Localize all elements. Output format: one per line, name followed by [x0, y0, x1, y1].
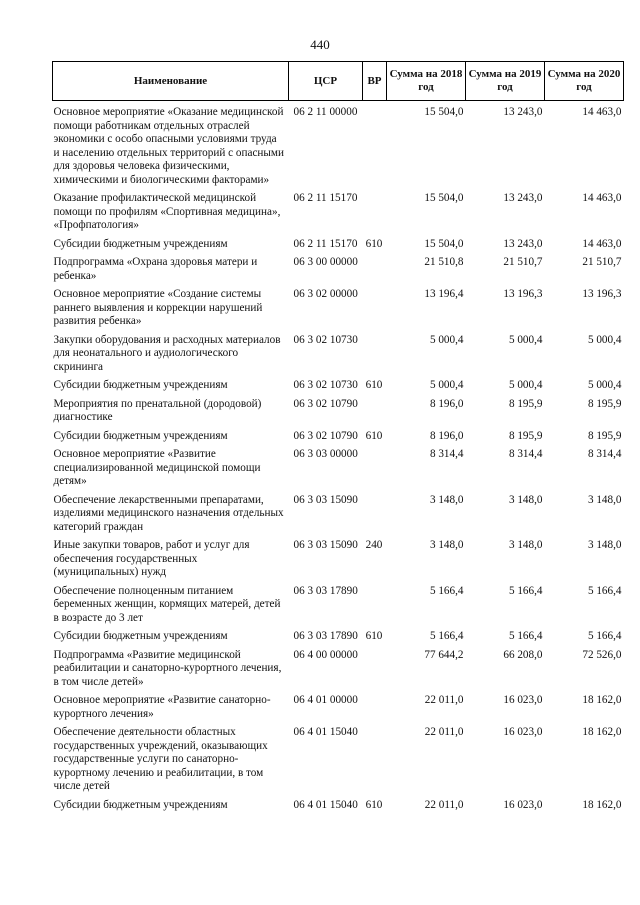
cell-sum-2019: 8 195,9 [508, 429, 543, 442]
cell-name: Обеспечение лекарственными препаратами, изделиями медицинского назначения отдельных категорий граждан [53, 493, 284, 533]
table-row [53, 644, 624, 690]
header-csr: ЦСР [289, 62, 363, 101]
cell-vr [363, 644, 387, 690]
cell-sum-2020: 14 463,0 [582, 106, 622, 118]
cell-sum-2020: 13 196,3 [582, 288, 622, 300]
cell-csr: 06 3 03 15090 [293, 493, 358, 506]
cell-name: Субсидии бюджетным учреждениям [53, 429, 228, 442]
cell-sum-2019: 13 196,3 [503, 288, 543, 300]
cell-sum-2019: 3 148,0 [508, 493, 543, 506]
table-row [53, 721, 624, 794]
cell-sum-2020: 21 510,7 [582, 256, 622, 268]
cell-sum-2020: 5 000,4 [587, 379, 622, 391]
cell-csr: 06 3 02 10790 [293, 397, 358, 410]
cell-csr: 06 3 03 15090 [293, 539, 358, 551]
cell-name: Иные закупки товаров, работ и услуг для обеспечения государственных (муниципальных) нужд [53, 539, 250, 578]
table-row [53, 187, 624, 233]
cell-name: Субсидии бюджетным учреждениям [53, 237, 228, 250]
cell-csr: 06 3 02 10790 [293, 429, 358, 442]
cell-sum-2018: 5 166,4 [429, 584, 464, 597]
cell-sum-2020: 14 463,0 [582, 192, 622, 204]
cell-name: Мероприятия по пренатальной (дородовой) диагностике [53, 397, 262, 423]
cell-vr [363, 393, 387, 425]
table-row [53, 283, 624, 329]
cell-sum-2019: 8 314,4 [508, 448, 543, 460]
cell-vr [363, 251, 387, 283]
cell-sum-2020: 8 195,9 [587, 429, 622, 442]
table-row [53, 443, 624, 489]
cell-sum-2018: 21 510,8 [424, 256, 464, 268]
budget-table [52, 61, 624, 812]
cell-vr: 610 [365, 630, 383, 642]
cell-sum-2018: 5 000,4 [429, 379, 464, 391]
cell-sum-2019: 13 243,0 [503, 192, 543, 204]
cell-sum-2018: 8 314,4 [429, 448, 464, 460]
cell-sum-2020: 18 162,0 [582, 798, 622, 811]
page-number: 440 [310, 37, 330, 52]
table-row [53, 374, 624, 393]
cell-sum-2019: 13 243,0 [503, 237, 543, 250]
cell-vr: 610 [365, 429, 383, 442]
cell-name: Обеспечение полноценным питанием беременных женщин, кормящих матерей, детей в возрасте до 3 лет [53, 584, 281, 624]
cell-sum-2019: 66 208,0 [503, 648, 543, 661]
cell-csr: 06 3 03 17890 [293, 584, 358, 597]
cell-sum-2018: 8 196,0 [429, 397, 464, 410]
table-row [53, 534, 624, 580]
cell-sum-2020: 72 526,0 [582, 648, 622, 661]
cell-csr: 06 3 03 00000 [293, 448, 358, 460]
table-row [53, 101, 624, 188]
cell-sum-2018: 15 504,0 [424, 192, 464, 204]
cell-csr: 06 4 01 15040 [293, 798, 358, 811]
cell-sum-2019: 21 510,7 [503, 256, 543, 268]
cell-sum-2018: 13 196,4 [424, 288, 464, 300]
cell-vr [363, 329, 387, 375]
cell-sum-2018: 5 000,4 [429, 333, 464, 346]
cell-sum-2018: 8 196,0 [429, 429, 464, 442]
cell-vr [363, 101, 387, 188]
cell-sum-2018: 3 148,0 [429, 539, 464, 551]
cell-sum-2019: 5 000,4 [508, 333, 543, 346]
cell-sum-2018: 22 011,0 [424, 726, 464, 738]
cell-sum-2019: 3 148,0 [508, 539, 543, 551]
cell-sum-2020: 5 166,4 [587, 630, 622, 642]
table-header [53, 62, 624, 101]
cell-csr: 06 4 01 15040 [293, 726, 358, 738]
cell-name: Подпрограмма «Охрана здоровья матери и ребенка» [53, 256, 258, 282]
cell-csr: 06 2 11 00000 [293, 106, 358, 118]
table-row [53, 794, 624, 813]
cell-sum-2018: 15 504,0 [424, 106, 464, 118]
cell-csr: 06 3 02 10730 [293, 379, 358, 391]
cell-name: Субсидии бюджетным учреждениям [53, 630, 228, 642]
cell-sum-2019: 16 023,0 [503, 726, 543, 738]
cell-sum-2020: 8 314,4 [587, 448, 622, 460]
cell-sum-2019: 8 195,9 [508, 397, 543, 410]
cell-name: Субсидии бюджетным учреждениям [53, 798, 228, 811]
table-row [53, 233, 624, 252]
cell-sum-2020: 5 000,4 [587, 333, 622, 346]
cell-vr: 240 [365, 539, 383, 551]
table-row [53, 425, 624, 444]
cell-name: Подпрограмма «Развитие медицинской реабилитации и санаторно-курортного лечения, в том числе детей» [53, 648, 282, 688]
header-sum-2020: Сумма на 2020 год [545, 62, 624, 101]
cell-vr: 610 [365, 798, 383, 811]
cell-vr: 610 [365, 379, 383, 391]
cell-sum-2019: 5 000,4 [508, 379, 543, 391]
cell-sum-2019: 16 023,0 [503, 694, 543, 706]
cell-vr: 610 [365, 237, 383, 250]
cell-name: Обеспечение деятельности областных государственных учреждений, оказывающих государственные услуги по санаторно-курортному лечению и реабилитации, в том числе детей [53, 726, 268, 792]
cell-sum-2020: 3 148,0 [587, 493, 622, 506]
cell-name: Основное мероприятие «Развитие санаторно-курортного лечения» [53, 694, 271, 720]
table-row [53, 689, 624, 721]
cell-sum-2019: 16 023,0 [503, 798, 543, 811]
cell-sum-2018: 22 011,0 [424, 694, 464, 706]
cell-name: Оказание профилактической медицинской помощи по профилям «Спортивная медицина», «Профпатология» [53, 192, 281, 231]
header-sum-2019: Сумма на 2019 год [466, 62, 545, 101]
cell-csr: 06 2 11 15170 [293, 192, 358, 204]
cell-csr: 06 4 00 00000 [293, 648, 358, 661]
cell-sum-2018: 77 644,2 [424, 648, 464, 661]
table-row [53, 489, 624, 535]
cell-sum-2020: 14 463,0 [582, 237, 622, 250]
cell-csr: 06 4 01 00000 [293, 694, 358, 706]
cell-name: Основное мероприятие «Оказание медицинской помощи работникам отдельных отраслей экономики с особо опасными условиями труда и населению отдельных территорий с опасными для здоровья человека физическими, химическими и биологическими факторами» [53, 106, 284, 186]
cell-sum-2018: 5 166,4 [429, 630, 464, 642]
cell-name: Основное мероприятие «Развитие специализированной медицинской помощи детям» [53, 448, 261, 487]
cell-name: Закупки оборудования и расходных материалов для неонатального и аудиологического скрининга [53, 333, 281, 373]
cell-vr [363, 283, 387, 329]
cell-name: Основное мероприятие «Создание системы раннего выявления и коррекции нарушений развития ребенка» [53, 288, 263, 327]
cell-csr: 06 3 00 00000 [293, 256, 358, 268]
cell-sum-2018: 22 011,0 [424, 798, 464, 811]
header-vr: ВР [363, 62, 387, 101]
cell-sum-2018: 15 504,0 [424, 237, 464, 250]
table-row [53, 329, 624, 375]
table-row [53, 625, 624, 644]
cell-name: Субсидии бюджетным учреждениям [53, 379, 228, 391]
cell-vr [363, 489, 387, 535]
cell-sum-2019: 5 166,4 [508, 584, 543, 597]
cell-csr: 06 2 11 15170 [293, 237, 358, 250]
cell-sum-2020: 5 166,4 [587, 584, 622, 597]
cell-sum-2020: 18 162,0 [582, 694, 622, 706]
cell-vr [363, 689, 387, 721]
table-body [53, 101, 624, 813]
cell-sum-2019: 13 243,0 [503, 106, 543, 118]
header-name: Наименование [53, 62, 289, 101]
cell-sum-2020: 8 195,9 [587, 397, 622, 410]
cell-csr: 06 3 02 00000 [293, 288, 358, 300]
cell-vr [363, 580, 387, 626]
cell-sum-2019: 5 166,4 [508, 630, 543, 642]
cell-sum-2018: 3 148,0 [429, 493, 464, 506]
table-row [53, 580, 624, 626]
cell-csr: 06 3 02 10730 [293, 333, 358, 346]
cell-sum-2020: 18 162,0 [582, 726, 622, 738]
cell-vr [363, 721, 387, 794]
cell-vr [363, 443, 387, 489]
cell-sum-2020: 3 148,0 [587, 539, 622, 551]
cell-csr: 06 3 03 17890 [293, 630, 358, 642]
table-row [53, 393, 624, 425]
table-row [53, 251, 624, 283]
cell-vr [363, 187, 387, 233]
header-sum-2018: Сумма на 2018 год [387, 62, 466, 101]
